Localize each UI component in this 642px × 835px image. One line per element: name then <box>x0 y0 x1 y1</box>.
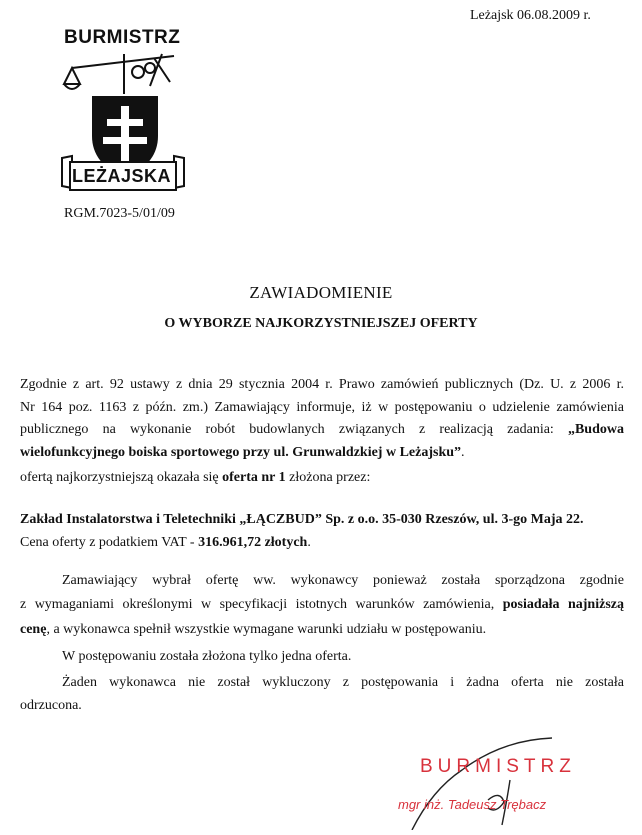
paragraph-line: W postępowaniu została złożona tylko jedna oferta. <box>62 649 352 664</box>
paragraph-line: Żaden wykonawca nie został wykluczony z postępowania i żadna oferta nie została <box>62 675 624 690</box>
paragraph-line: z wymaganiami określonymi w specyfikacji istotnych warunków zamówienia, posiadała najniższą <box>20 597 624 612</box>
handwritten-signature-icon <box>392 730 632 830</box>
stamp-name: mgr inż. Tadeusz Trębacz <box>398 797 547 812</box>
paragraph-line: Nr 164 poz. 1163 z późn. zm.) Zamawiający informuje, iż w postępowaniu o udzielenie zamówienia <box>20 400 624 415</box>
paragraph-line: Zgodnie z art. 92 ustawy z dnia 29 stycznia 2004 r. Prawo zamówień publicznych (Dz. U. z 2006 r. <box>20 377 624 392</box>
document-subtitle: O WYBORZE NAJKORZYSTNIEJSZEJ OFERTY <box>164 316 478 331</box>
paragraph-line: wielofunkcyjnego boiska sportowego przy ul. Grunwaldzkiej w Leżajsku”. <box>20 445 465 460</box>
paragraph-line: publicznego na wykonanie robót budowlanych związanych z realizacją zadania: „Budowa <box>20 422 624 437</box>
stamp-title: BURMISTRZ <box>420 756 576 777</box>
document-date: Leżajsk 06.08.2009 r. <box>470 8 591 23</box>
company-line: Zakład Instalatorstwa i Teletechniki „ŁĄCZBUD” Sp. z o.o. 35-030 Rzeszów, ul. 3-go Maja 22. <box>20 512 584 527</box>
paragraph-line: Zamawiający wybrał ofertę ww. wykonawcy ponieważ została sporządzona zgodnie <box>62 573 624 588</box>
offer-line: ofertą najkorzystniejszą okazała się oferta nr 1 złożona przez: <box>20 470 371 485</box>
price-line: Cena oferty z podatkiem VAT - 316.961,72 złotych. <box>20 535 311 550</box>
paragraph-line: odrzucona. <box>20 698 82 713</box>
reference-number: RGM.7023-5/01/09 <box>64 206 175 221</box>
crest-title: BURMISTRZ <box>64 27 181 48</box>
document-title: ZAWIADOMIENIE <box>249 283 393 302</box>
paragraph-line: cenę, a wykonawca spełnił wszystkie wymagane warunki udziału w postępowaniu. <box>20 622 487 637</box>
crest-subtitle: LEŻAJSKA <box>72 166 172 186</box>
